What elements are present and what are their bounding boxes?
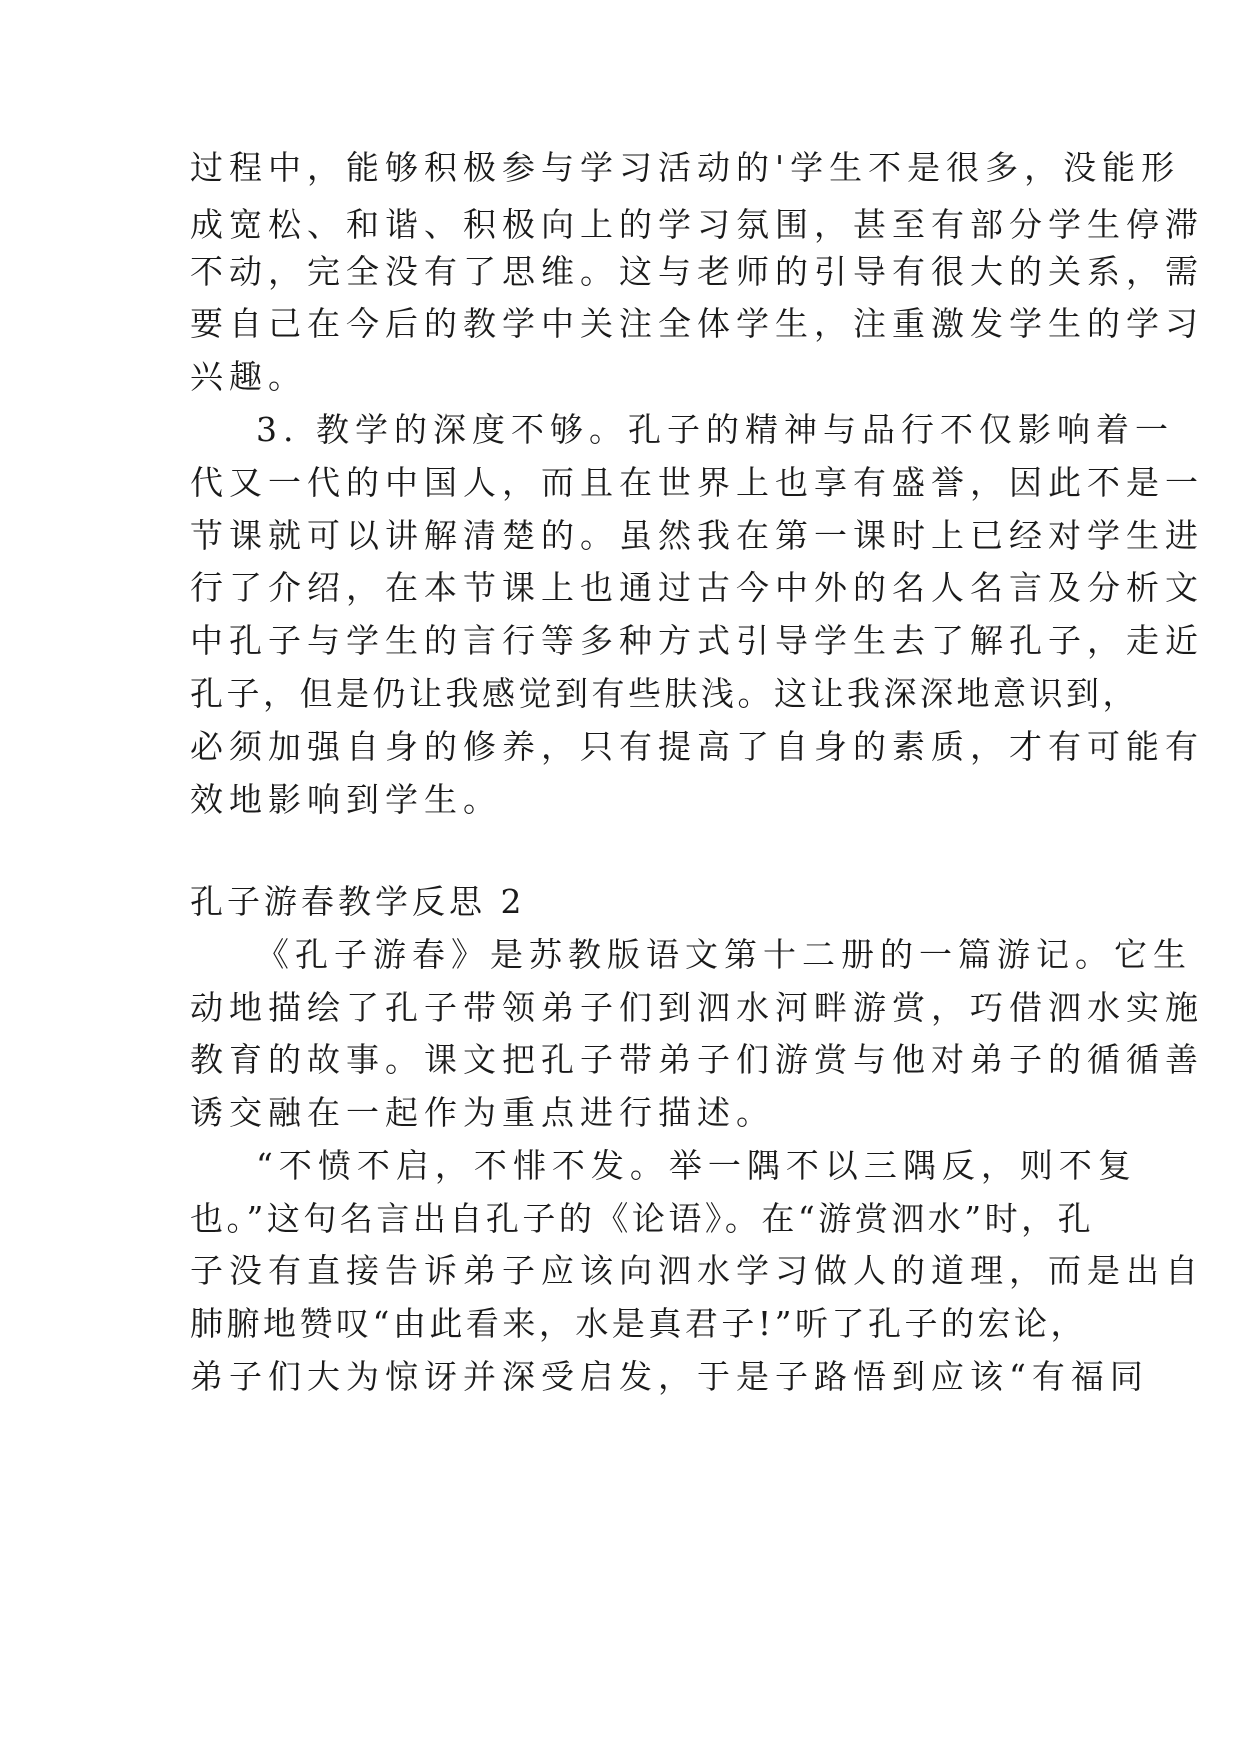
- text-line: 孔子，但是仍让我感觉到有些肤浅。这让我深深地意识到，: [190, 674, 1139, 713]
- text-line: 教育的故事。课文把孔子带弟子们游赏与他对弟子的循循善: [190, 1040, 1204, 1079]
- text-line: 行了介绍，在本节课上也通过古今中外的名人名言及分析文: [190, 568, 1204, 607]
- text-line: 过程中，能够积极参与学习活动的'学生不是很多，没能形: [190, 148, 1181, 187]
- text-line: 3. 教学的深度不够。孔子的精神与品行不仅影响着一: [256, 410, 1174, 449]
- text-line: 要自己在今后的教学中关注全体学生，注重激发学生的学习: [190, 304, 1204, 343]
- text-line: 诱交融在一起作为重点进行描述。: [190, 1093, 775, 1132]
- text-line: 动地描绘了孔子带领弟子们到泗水河畔游赏，巧借泗水实施: [190, 988, 1204, 1027]
- text-line: 也。”这句名言出自孔子的《论语》。在“游赏泗水”时，孔: [190, 1199, 1095, 1238]
- text-line: 肺腑地赞叹“由此看来，水是真君子!”听了孔子的宏论，: [190, 1304, 1088, 1343]
- text-line: “不愤不启，不悱不发。举一隅不以三隅反，则不复: [256, 1146, 1137, 1185]
- text-line: 兴趣。: [190, 357, 307, 396]
- text-line: 代又一代的中国人，而且在世界上也享有盛誉，因此不是一: [190, 463, 1204, 502]
- text-line: 效地影响到学生。: [190, 780, 502, 819]
- text-line: 成宽松、和谐、积极向上的学习氛围，甚至有部分学生停滞: [190, 205, 1204, 244]
- text-line: 弟子们大为惊讶并深受启发，于是子路悟到应该“有福同: [190, 1357, 1149, 1396]
- text-line: 不动，完全没有了思维。这与老师的引导有很大的关系，需: [190, 252, 1204, 291]
- section-heading: 孔子游春教学反思 2: [190, 882, 526, 921]
- text-line: 《孔子游春》是苏教版语文第十二册的一篇游记。它生: [256, 935, 1192, 974]
- text-line: 必须加强自身的修养，只有提高了自身的素质，才有可能有: [190, 727, 1204, 766]
- text-line: 子没有直接告诉弟子应该向泗水学习做人的道理，而是出自: [190, 1251, 1204, 1290]
- text-line: 节课就可以讲解清楚的。虽然我在第一课时上已经对学生进: [190, 516, 1204, 555]
- text-line: 中孔子与学生的言行等多种方式引导学生去了解孔子，走近: [190, 621, 1204, 660]
